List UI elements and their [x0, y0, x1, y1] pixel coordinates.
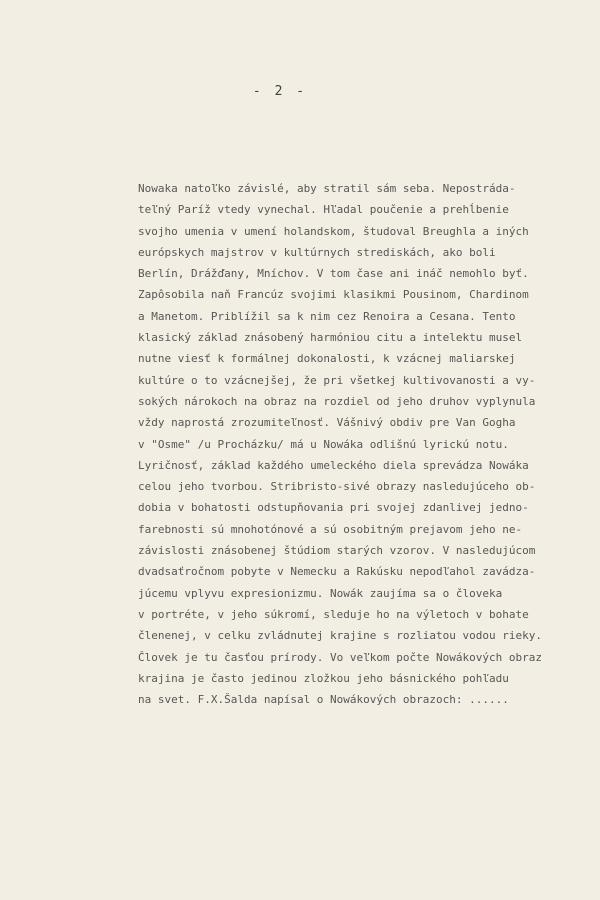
text-line: Nowaka natoľko závislé, aby stratil sám seba. Nepostráda- — [138, 182, 516, 195]
text-line: členenej, v celku zvládnutej krajine s rozliatou vodou rieky. — [138, 629, 542, 643]
text-line: Zapôsobila naň Francúz svojimi klasikmi Pousinom, Chardinom — [138, 288, 529, 302]
text-line: a Manetom. Priblížil sa k nim cez Renoira a Cesana. Tento — [138, 309, 516, 323]
text-line: klasický základ znásobený harmóniou citu a intelektu musel — [138, 331, 523, 345]
text-line: dvadsaťročnom pobyte v Nemecku a Rakúsku nepodľahol zavádza- — [138, 565, 536, 579]
text-line: Lyričnosť, základ každého umeleckého diela sprevádza Nowáka — [138, 458, 529, 472]
text-line: Človek je tu časťou prírody. Vo veľkom počte Nowákových obraz — [138, 650, 542, 664]
text-line: sokých nárokoch na obraz na rozdiel od jeho druhov vyplynula — [138, 394, 536, 408]
text-line: krajina je často jedinou zložkou jeho básnického pohľadu — [138, 671, 509, 685]
text-line: júcemu vplyvu expresionizmu. Nowák zaujíma sa o človeka — [138, 586, 503, 600]
text-line: Berlín, Drážďany, Mníchov. V tom čase ani ináč nemohlo byť. — [138, 267, 529, 281]
text-line: dobia v bohatosti odstupňovania pri svojej zdanlivej jedno- — [138, 501, 529, 515]
text-line: závislosti znásobenej štúdiom starých vzorov. V nasledujúcom — [138, 544, 536, 558]
text-line: svojho umenia v umení holandskom, študoval Breughla a iných — [138, 224, 529, 238]
text-line: celou jeho tvorbou. Stribristo-sivé obrazy nasledujúceho ob- — [138, 480, 536, 494]
text-line: na svet. F.X.Šalda napísal o Nowákových obrazoch: ...... — [138, 693, 509, 707]
text-line: nutne viesť k formálnej dokonalosti, k vzácnej maliarskej — [138, 352, 516, 366]
text-line: farebnosti sú mnohotónové a sú osobitným prejavom jeho ne- — [138, 522, 523, 536]
text-line: v "Osme" /u Procházku/ má u Nowáka odlišnú lyrickú notu. — [138, 437, 509, 451]
text-line: teľný Paríž vtedy vynechal. Hľadal poučenie a prehĺbenie — [138, 203, 509, 217]
page-number: - 2 - — [252, 84, 308, 99]
text-line: vždy naprostá zrozumiteľnosť. Vášnivý obdiv pre Van Gogha — [138, 416, 516, 430]
text-line: v portréte, v jeho súkromí, sleduje ho na výletoch v bohate — [138, 607, 529, 621]
text-line: kultúre o to vzácnejšej, že pri všetkej kultivovanosti a vy- — [138, 373, 536, 387]
text-line: európskych majstrov v kultúrnych strediskách, ako boli — [138, 245, 496, 259]
body-paragraph — [138, 178, 600, 710]
